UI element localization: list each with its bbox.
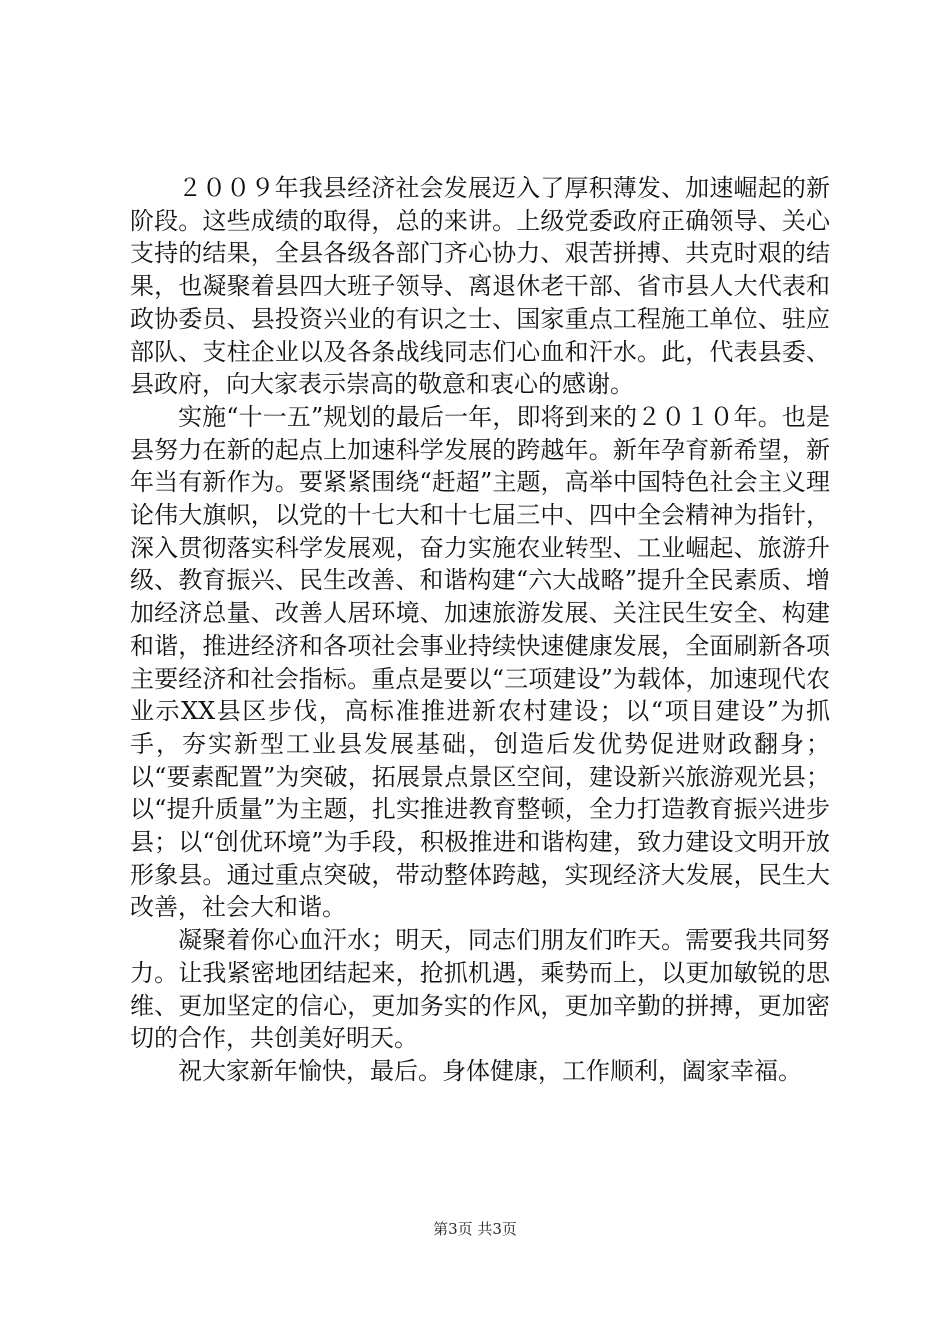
page-number-footer: 第3页 共3页 — [433, 1220, 517, 1238]
document-body — [130, 172, 830, 1088]
paragraph-4: 祝大家新年愉快，最后。身体健康，工作顺利，阖家幸福。 — [178, 1056, 802, 1085]
paragraph-2: 实施“十一五”规划的最后一年，即将到来的２０１０年。也是县努力在新的起点上加速科学发展的跨越年。新年孕育新希望，新年当有新作为。要紧紧围绕“赶超”主题，高举中国特色社会主义理论伟大旗帜，以党的十七大和十七届三中、四中全会精神为指针，深入贯彻落实科学发展观，奋力实施农业转型、工业崛起、旅游升级、教育振兴、民生改善、和谐构建“六大战略”提升全民素质、增加经济总量、改善人居环境、加速旅游发展、关注民生安全、构建和谐，推进经济和各项社会事业持续快速健康发展，全面刷新各项主要经济和社会指标。重点是要以“三项建设”为载体，加速现代农业示XX县区步伐，高标准推进新农村建设；以“项目建设”为抓手，夯实新型工业县发展基础，创造后发优势促进财政翻身；以“要素配置”为突破，拓展景点景区空间，建设新兴旅游观光县；以“提升质量”为主题，扎实推进教育整顿，全力打造教育振兴进步县；以“创优环境”为手段，积极推进和谐构建，致力建设文明开放形象县。通过重点突破，带动整体跨越，实现经济大发展，民生大改善，社会大和谐。 — [130, 402, 830, 922]
paragraph-3: 凝聚着你心血汗水；明天，同志们朋友们昨天。需要我共同努力。让我紧密地团结起来，抢抓机遇，乘势而上，以更加敏锐的思维、更加坚定的信心，更加务实的作风，更加辛勤的拼搏，更加密切的合作，共创美好明天。 — [130, 926, 830, 1053]
paragraph-1: ２００９年我县经济社会发展迈入了厚积薄发、加速崛起的新阶段。这些成绩的取得，总的来讲。上级党委政府正确领导、关心支持的结果，全县各级各部门齐心协力、艰苦拼搏、共克时艰的结果，也凝聚着县四大班子领导、离退休老干部、省市县人大代表和政协委员、县投资兴业的有识之士、国家重点工程施工单位、驻应部队、支柱企业以及各条战线同志们心血和汗水。此，代表县委、县政府，向大家表示崇高的敬意和衷心的感谢。 — [130, 174, 830, 399]
